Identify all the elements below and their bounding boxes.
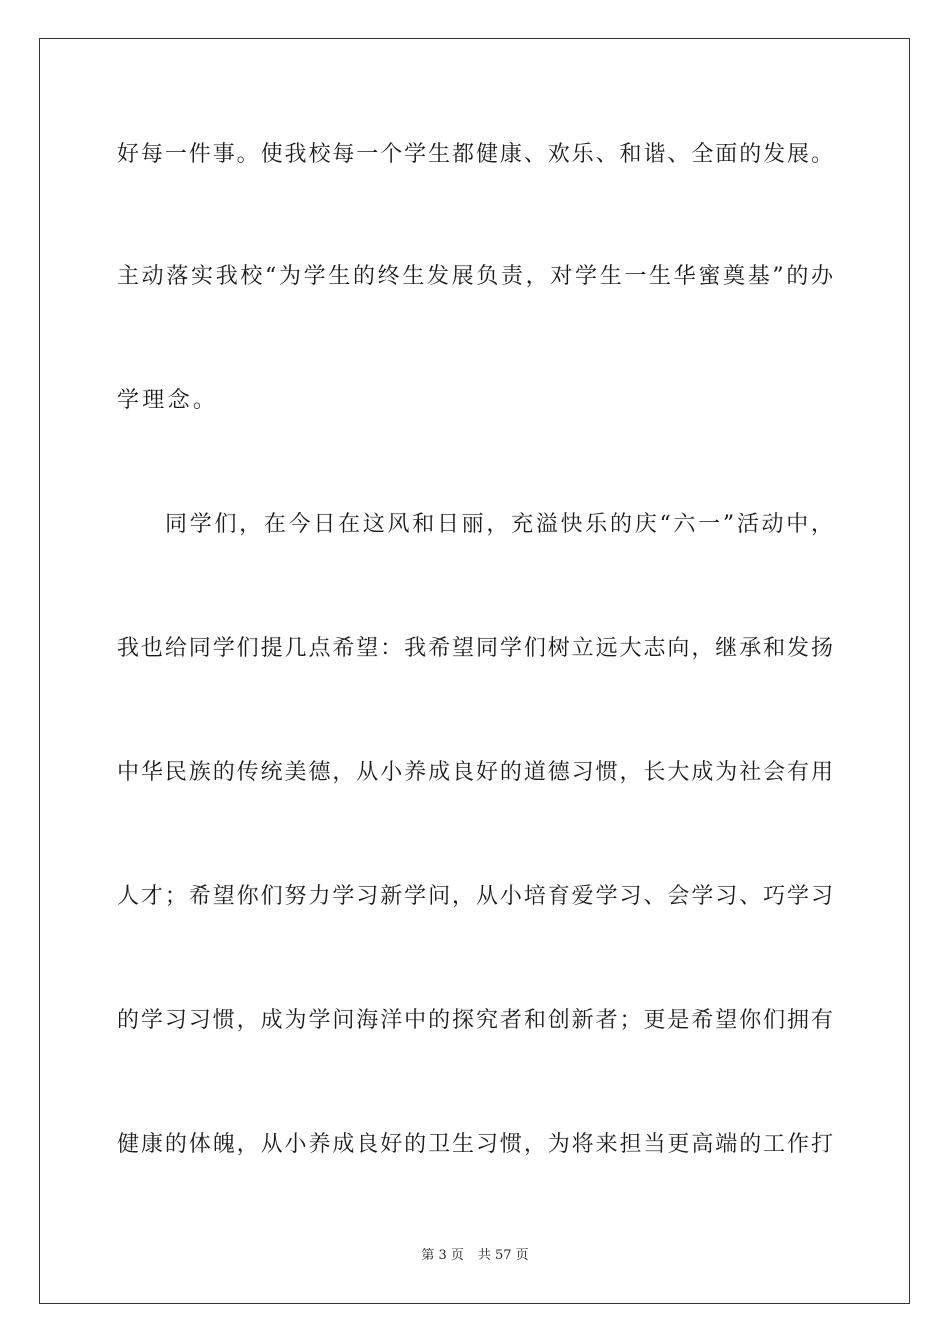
body-text-line: 中华民族的传统美德，从小养成良好的道德习惯，长大成为社会有用: [117, 760, 833, 785]
body-text-line: 的学习习惯，成为学问海洋中的探究者和创新者；更是希望你们拥有: [117, 1008, 833, 1033]
body-text-line: 我也给同学们提几点希望：我希望同学们树立远大志向，继承和发扬: [117, 636, 833, 661]
page-total: 共 57 页: [477, 1248, 529, 1263]
body-text-line: 主动落实我校“为学生的终生发展负责，对学生一生华蜜奠基”的办: [117, 264, 833, 289]
page-border: [39, 38, 910, 1304]
body-text-line: 健康的体魄，从小养成良好的卫生习惯，为将来担当更高端的工作打: [117, 1132, 833, 1157]
body-text-line: 人才；希望你们努力学习新学问，从小培育爱学习、会学习、巧学习: [117, 884, 833, 909]
body-text-line: 好每一件事。使我校每一个学生都健康、欢乐、和谐、全面的发展。: [117, 142, 833, 167]
page-footer: [0, 1247, 950, 1265]
paragraph-first-line: 同学们，在今日在这风和日丽，充溢快乐的庆“六一”活动中，: [165, 512, 833, 537]
page-number: 第 3 页: [421, 1248, 464, 1263]
body-text-line: 学理念。: [117, 388, 219, 413]
